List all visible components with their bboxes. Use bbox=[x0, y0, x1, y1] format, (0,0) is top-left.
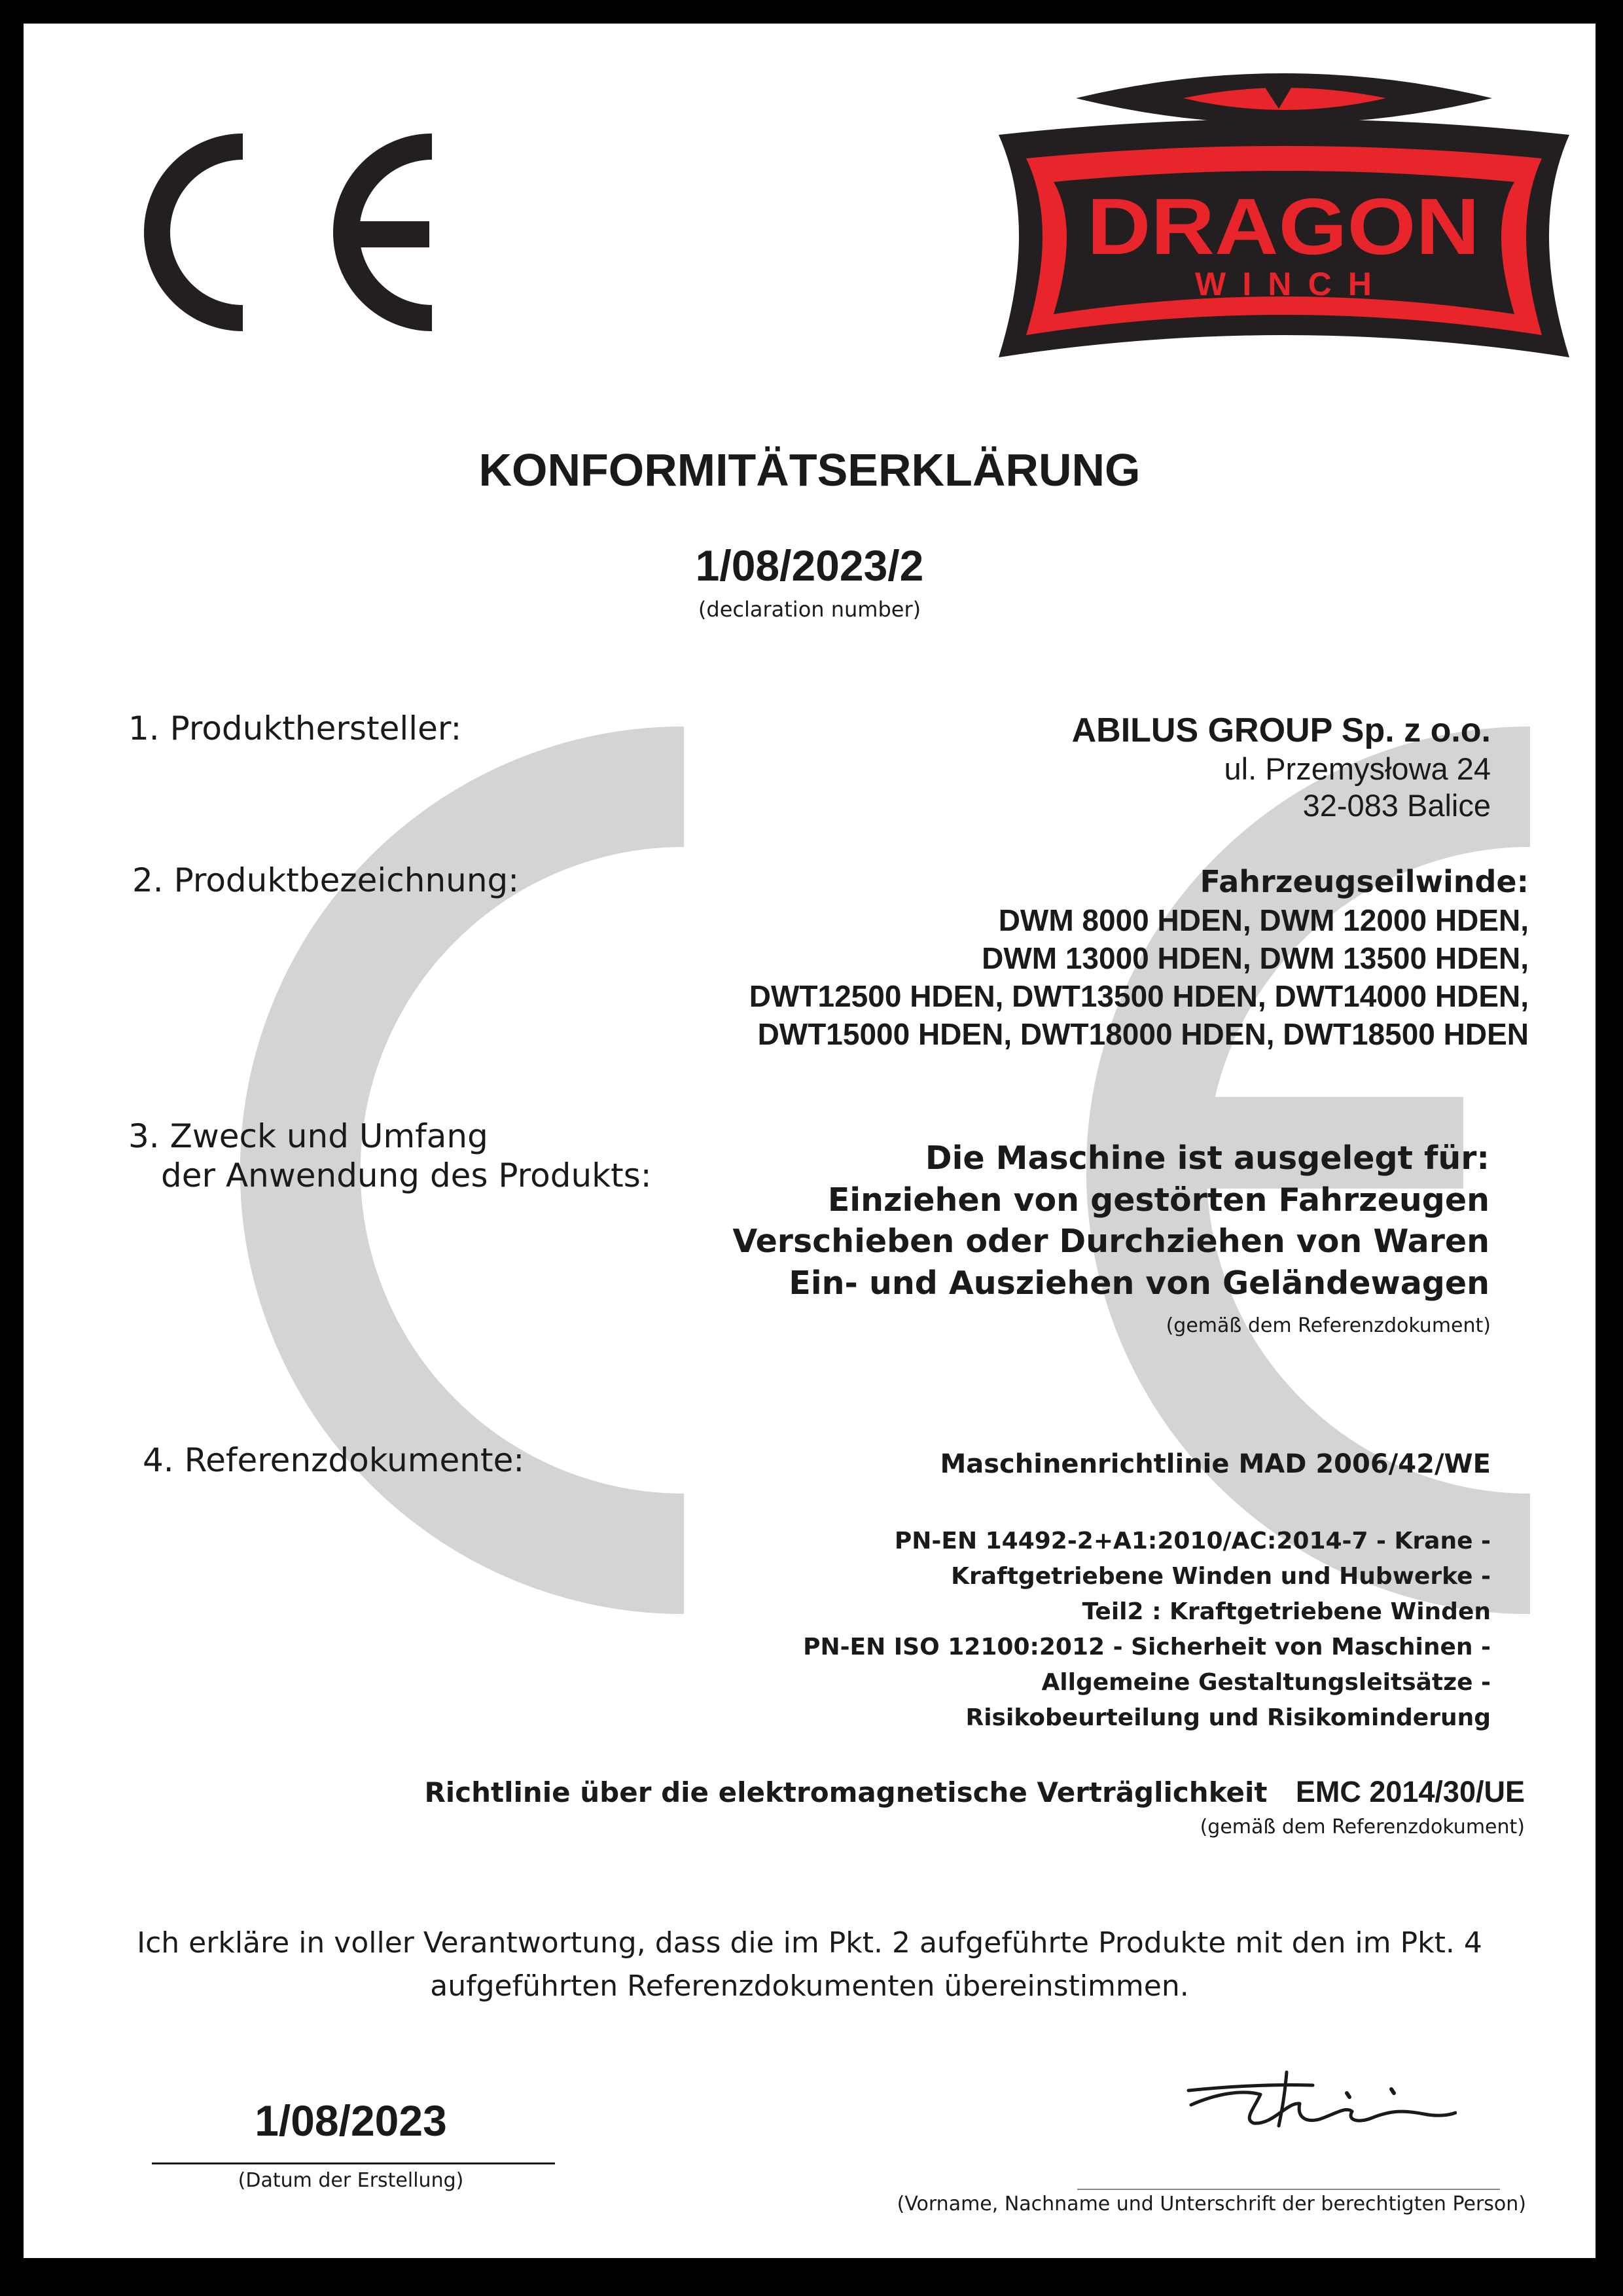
section4-label: 4. Referenzdokumente: bbox=[143, 1441, 525, 1479]
ce-mark-icon bbox=[135, 113, 462, 361]
product-models-line-3: DWT12500 HDEN, DWT13500 HDEN, DWT14000 HDEN, bbox=[749, 978, 1529, 1013]
section3-label-line-1: 3. Zweck und Umfang bbox=[128, 1117, 488, 1155]
purpose-line-2: Einziehen von gestörten Fahrzeugen bbox=[827, 1181, 1489, 1219]
emc-directive-code: EMC 2014/30/UE bbox=[1295, 1775, 1525, 1808]
product-block bbox=[547, 863, 1529, 1054]
product-models-line-4: DWT15000 HDEN, DWT18000 HDEN, DWT18500 HDEN bbox=[757, 1016, 1529, 1051]
standard-line-6: Risikobeurteilung und Risikominderung bbox=[965, 1704, 1491, 1731]
purpose-block bbox=[573, 1138, 1489, 1304]
logo-brand-text: DRAGON bbox=[1087, 182, 1480, 271]
dragon-winch-logo bbox=[993, 63, 1585, 364]
purpose-line-4: Ein- und Ausziehen von Geländewagen bbox=[789, 1265, 1489, 1302]
declaration-statement bbox=[24, 1922, 1596, 2008]
section1-label: 1. Produkthersteller: bbox=[128, 709, 462, 747]
purpose-line-3: Verschieben oder Durchziehen von Waren bbox=[732, 1223, 1489, 1261]
standards-block bbox=[509, 1524, 1491, 1736]
standard-line-3: Teil2 : Kraftgetriebene Winden bbox=[1082, 1598, 1491, 1625]
emc-directive bbox=[151, 1775, 1525, 1809]
signature-rule bbox=[1077, 2189, 1500, 2190]
page-title: KONFORMITÄTSERKLÄRUNG bbox=[478, 444, 1141, 495]
machinery-directive: Maschinenrichtlinie MAD 2006/42/WE bbox=[940, 1449, 1491, 1479]
logo-sub-text: WINCH bbox=[1195, 266, 1372, 302]
emc-note: (gemäß dem Referenzdokument) bbox=[1200, 1816, 1525, 1839]
section3-label-line-2: der Anwendung des Produkts: bbox=[161, 1157, 652, 1194]
standard-line-2: Kraftgetriebene Winden und Hubwerke - bbox=[951, 1563, 1491, 1590]
emc-directive-text: Richtlinie über die elektromagnetische Verträglichkeit bbox=[424, 1776, 1268, 1808]
product-heading: Fahrzeugseilwinde: bbox=[1200, 864, 1529, 899]
signature-mark bbox=[1175, 2063, 1457, 2135]
statement-line-1: Ich erkläre in voller Verantwortung, dass die im Pkt. 2 aufgeführte Produkte mit den im Pkt. 4 bbox=[137, 1926, 1482, 1960]
company-name: ABILUS GROUP Sp. z o.o. bbox=[1071, 711, 1491, 749]
date-caption: (Datum der Erstellung) bbox=[238, 2169, 464, 2192]
company-street: ul. Przemysłowa 24 bbox=[1224, 751, 1491, 787]
declaration-number: 1/08/2023/2 bbox=[695, 541, 924, 590]
standard-line-5: Allgemeine Gestaltungsleitsätze - bbox=[1041, 1669, 1491, 1696]
purpose-note: (gemäß dem Referenzdokument) bbox=[1166, 1314, 1491, 1337]
statement-line-2: aufgeführten Referenzdokumenten übereinstimmen. bbox=[430, 1969, 1189, 2003]
signature-caption: (Vorname, Nachname und Unterschrift der berechtigten Person) bbox=[897, 2193, 1526, 2215]
product-models-line-2: DWM 13000 HDEN, DWM 13500 HDEN, bbox=[982, 941, 1529, 975]
standard-line-1: PN-EN 14492-2+A1:2010/AC:2014-7 - Krane - bbox=[894, 1528, 1491, 1554]
creation-date: 1/08/2023 bbox=[255, 2096, 447, 2145]
date-rule bbox=[152, 2162, 555, 2164]
company-city: 32-083 Balice bbox=[1302, 787, 1491, 823]
purpose-line-1: Die Maschine ist ausgelegt für: bbox=[925, 1139, 1489, 1177]
standard-line-4: PN-EN ISO 12100:2012 - Sicherheit von Maschinen - bbox=[803, 1634, 1491, 1660]
product-models-line-1: DWM 8000 HDEN, DWM 12000 HDEN, bbox=[998, 903, 1529, 937]
declaration-number-caption: (declaration number) bbox=[698, 597, 921, 622]
manufacturer-block bbox=[575, 711, 1491, 823]
section2-label: 2. Produktbezeichnung: bbox=[132, 861, 520, 899]
declaration-page bbox=[24, 24, 1596, 2258]
